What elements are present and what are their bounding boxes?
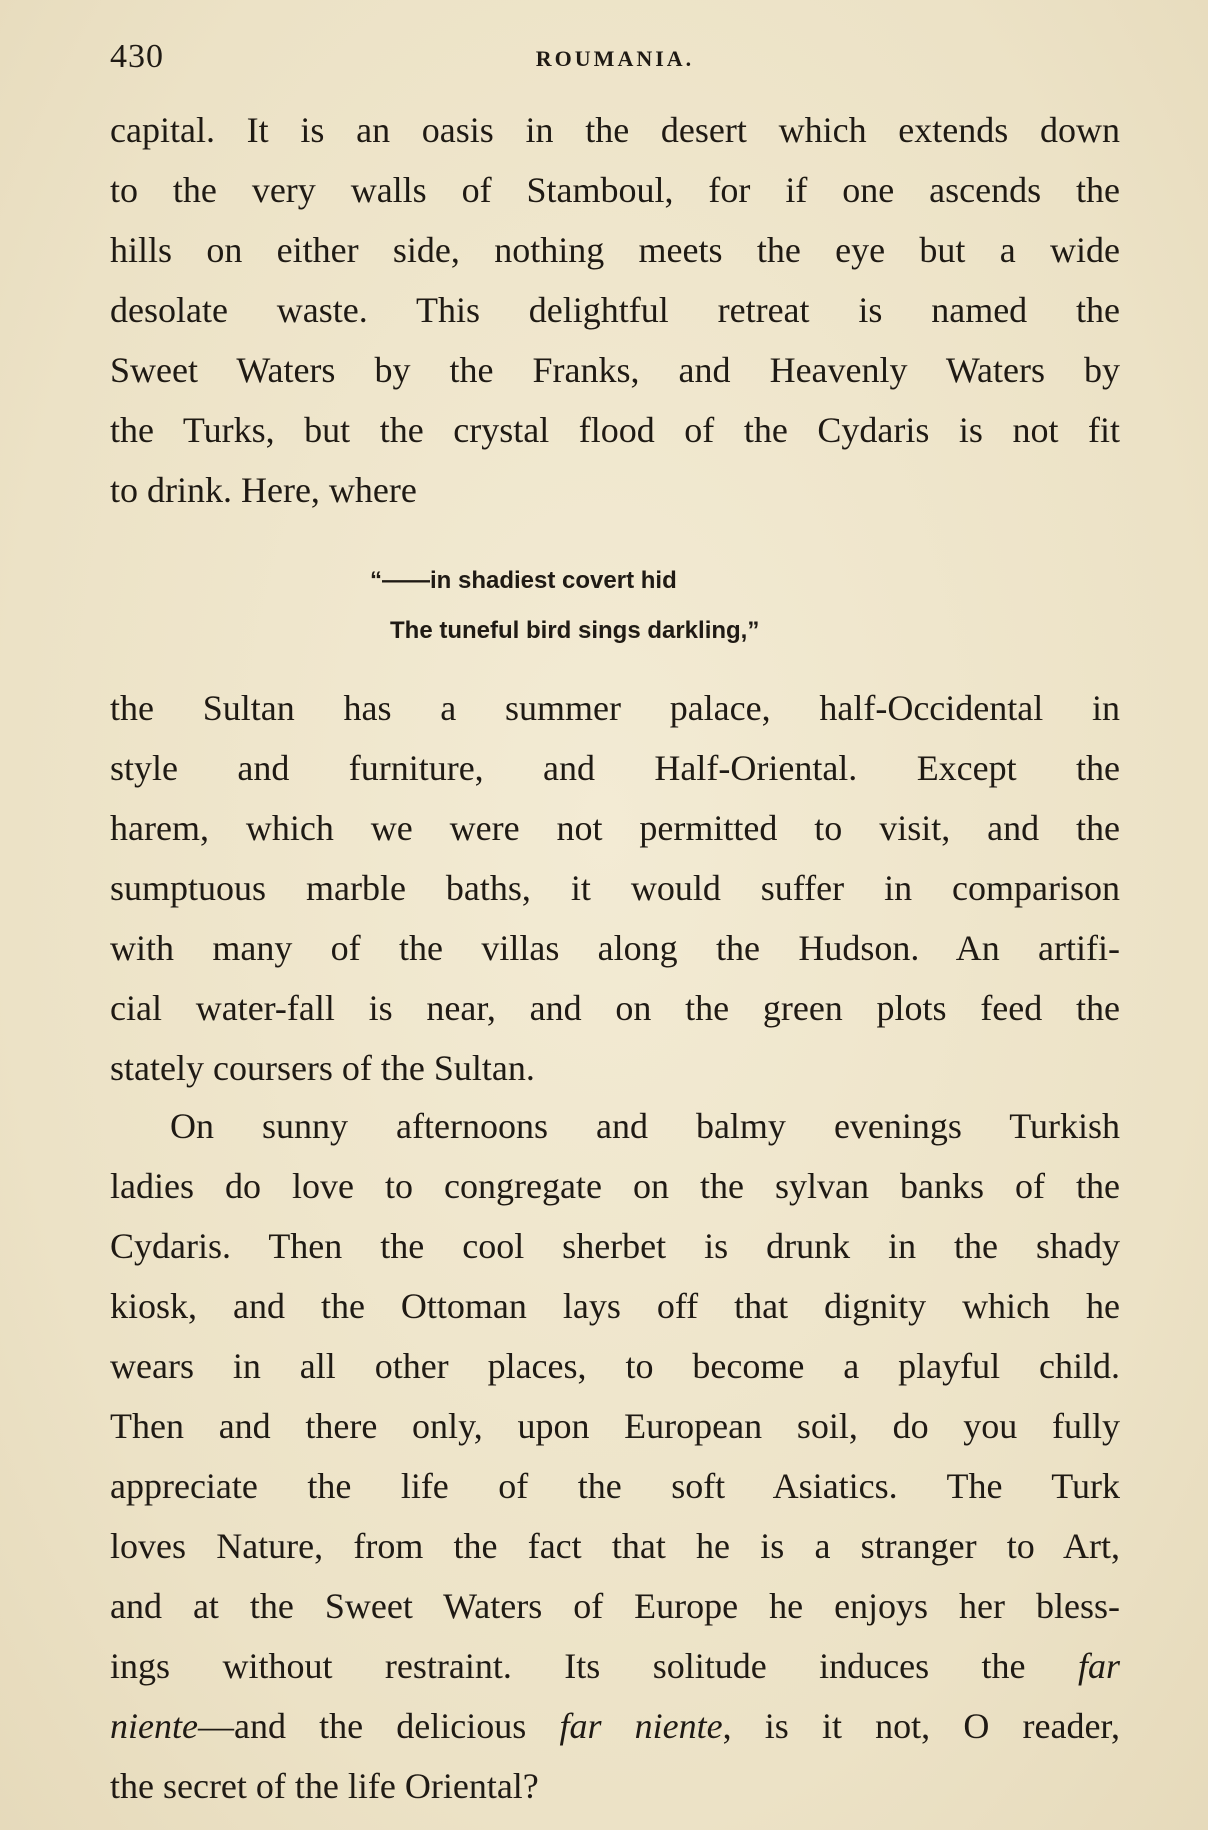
text-line: the secret of the life Oriental? <box>110 1766 539 1806</box>
italic-text: far niente <box>559 1706 723 1746</box>
text-line: with many of the villas along the Hudson. An artifi- <box>110 928 1120 968</box>
text-line: harem, which we were not permitted to visit, and the <box>110 808 1120 848</box>
italic-text: niente <box>110 1706 198 1746</box>
text-line: to the very walls of Stamboul, for if one ascends the <box>110 170 1120 210</box>
running-head: ROUMANIA. <box>535 46 695 71</box>
text-run: , is it not, O reader, <box>722 1706 1120 1746</box>
text-line: On sunny afternoons and balmy evenings Turkish <box>170 1106 1120 1146</box>
text-line <box>110 1636 1120 1696</box>
text-line: kiosk, and the Ottoman lays off that dignity which he <box>110 1286 1120 1326</box>
text-line: the Turks, but the crystal flood of the Cydaris is not fit <box>110 410 1120 450</box>
page-number: 430 <box>110 38 164 75</box>
text-line: ladies do love to congregate on the sylvan banks of the <box>110 1166 1120 1206</box>
text-line: hills on either side, nothing meets the eye but a wide <box>110 230 1120 270</box>
verse-quotation <box>0 556 1208 656</box>
text-line: the Sultan has a summer palace, half-Occidental in <box>110 688 1120 728</box>
text-line: appreciate the life of the soft Asiatics. The Turk <box>110 1466 1120 1506</box>
text-line: Then and there only, upon European soil, do you fully <box>110 1406 1120 1446</box>
text-run: —and the delicious <box>197 1706 560 1746</box>
text-line: sumptuous marble baths, it would suffer in comparison <box>110 868 1120 908</box>
page-header <box>110 38 1120 82</box>
paragraph-2 <box>110 678 1120 1098</box>
text-line: capital. It is an oasis in the desert which extends down <box>110 110 1120 150</box>
text-line: and at the Sweet Waters of Europe he enjoys her bless- <box>110 1586 1120 1626</box>
text-line: desolate waste. This delightful retreat is named the <box>110 290 1120 330</box>
text-line: style and furniture, and Half-Oriental. Except the <box>110 748 1120 788</box>
italic-text: far <box>1077 1646 1120 1686</box>
text-line: loves Nature, from the fact that he is a stranger to Art, <box>110 1526 1120 1566</box>
text-line <box>110 1696 1120 1756</box>
text-line: stately coursers of the Sultan. <box>110 1048 535 1088</box>
verse-line: “——in shadiest covert hid <box>370 567 677 594</box>
text-line: cial water-fall is near, and on the green plots feed the <box>110 988 1120 1028</box>
text-run: ings without restraint. Its solitude induces the <box>110 1646 1078 1686</box>
text-line: Cydaris. Then the cool sherbet is drunk in the shady <box>110 1226 1120 1266</box>
verse-line: The tuneful bird sings darkling,” <box>390 617 760 644</box>
text-line: Sweet Waters by the Franks, and Heavenly Waters by <box>110 350 1120 390</box>
text-line: wears in all other places, to become a playful child. <box>110 1346 1120 1386</box>
paragraph-3 <box>110 1096 1120 1816</box>
text-line: to drink. Here, where <box>110 470 417 510</box>
paragraph-1 <box>110 100 1120 520</box>
